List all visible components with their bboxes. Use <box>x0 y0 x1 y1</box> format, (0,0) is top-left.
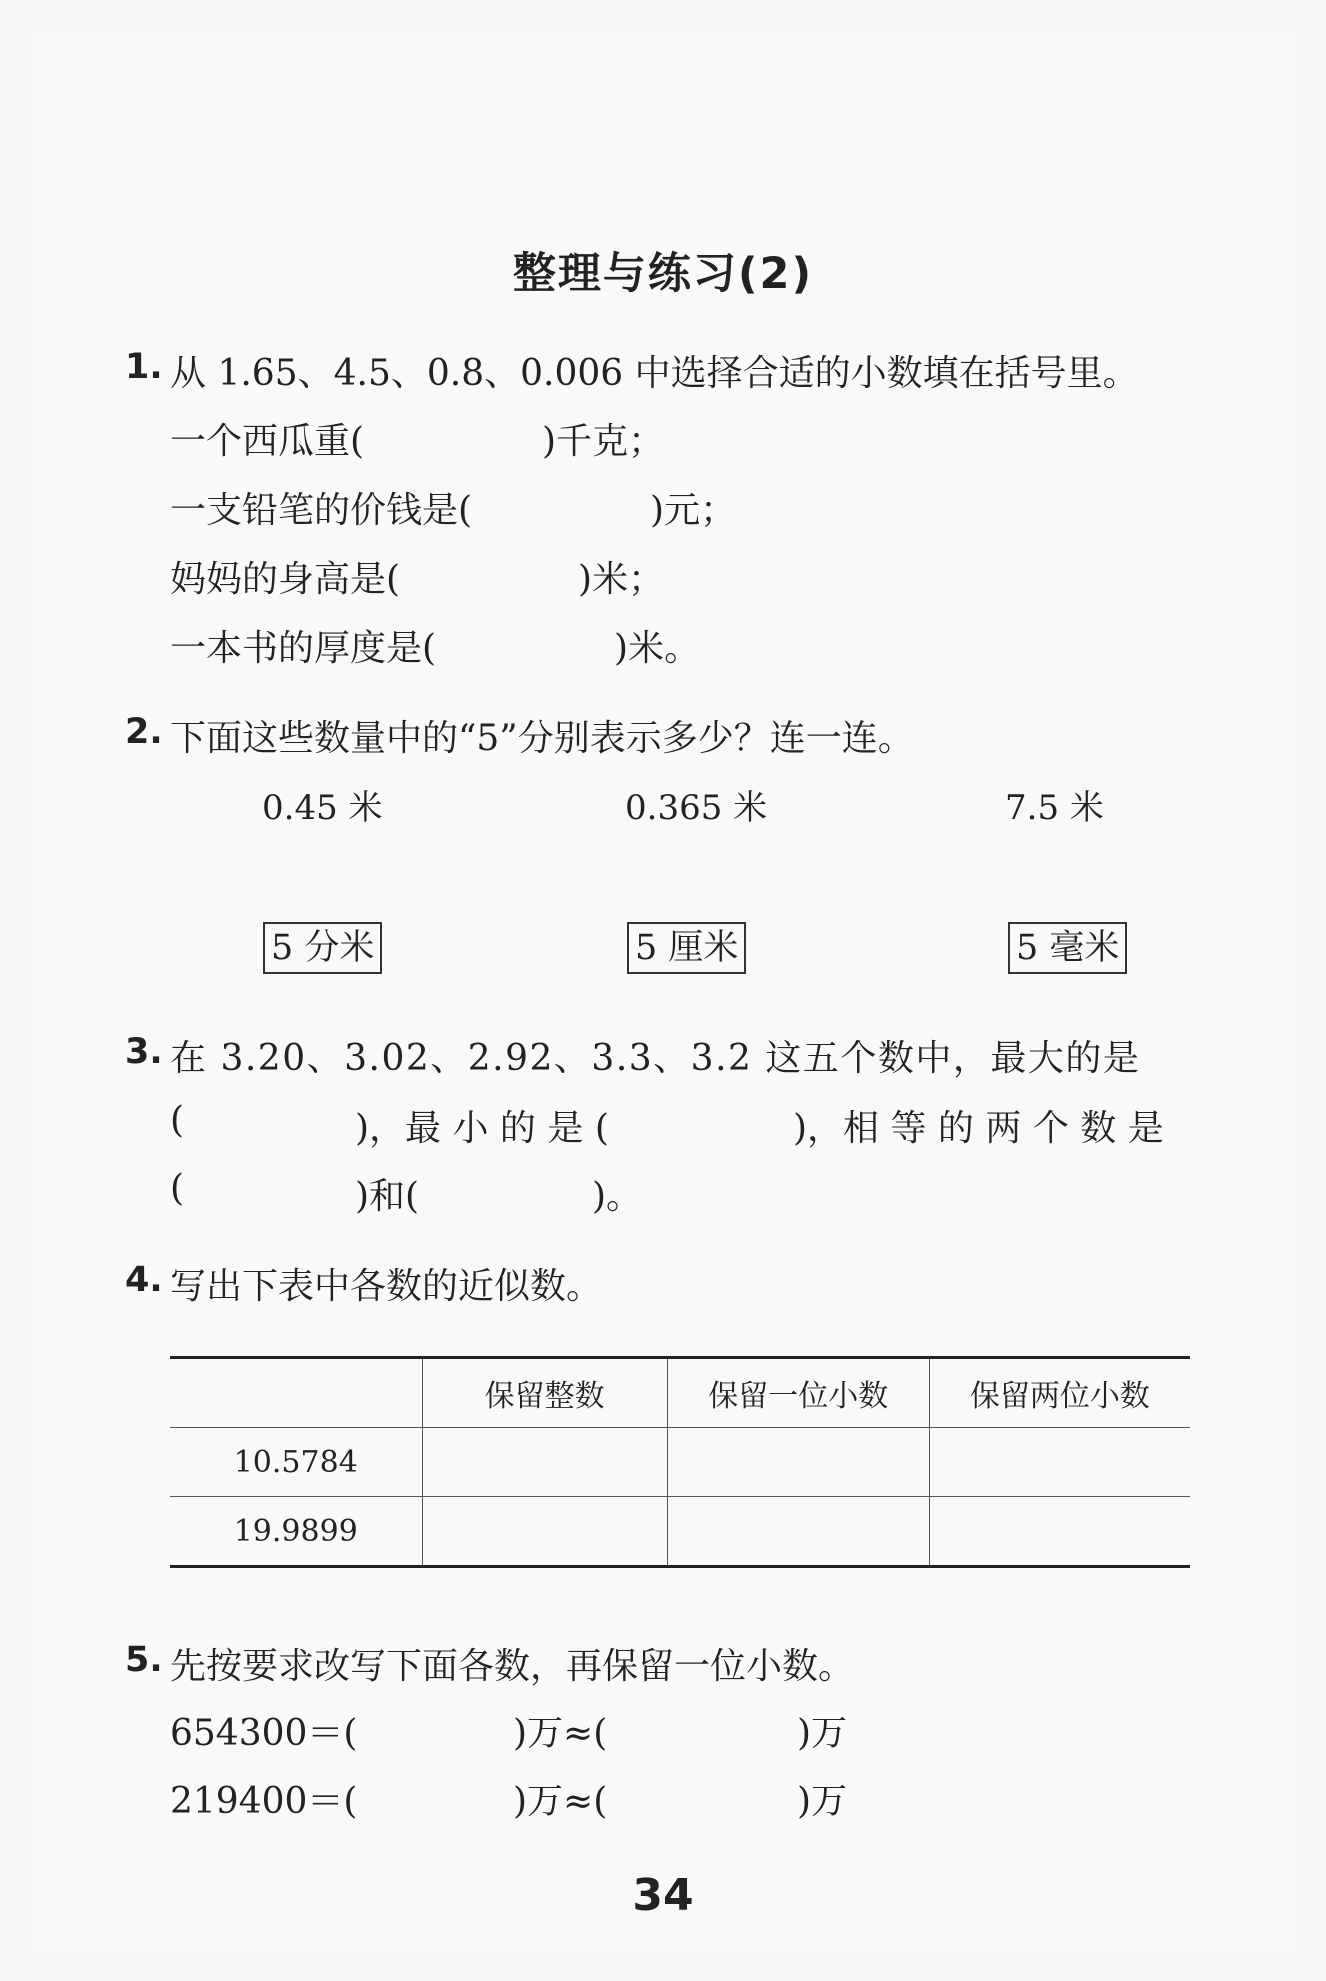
q1-prompt: 从 1.65、4.5、0.8、0.006 中选择合适的小数填在括号里。 <box>170 353 1139 394</box>
q4-prompt: 写出下表中各数的近似数。 <box>170 1266 603 1307</box>
table-header-row <box>170 1358 1190 1428</box>
q1-line-3 <box>170 551 664 602</box>
q5-line-1-number: 654300＝( <box>170 1713 358 1754</box>
table-header-two-decimals: 保留两位小数 <box>929 1358 1190 1428</box>
q1-number: 1. <box>125 347 163 387</box>
q3-line-2-end: )，相 等 的 两 个 数 是 <box>793 1108 1164 1149</box>
page-number: 34 <box>632 1870 694 1921</box>
q5-answer-wan-2[interactable] <box>350 1773 510 1817</box>
q2-quantity-1[interactable]: 0.45 米 <box>262 788 383 828</box>
q5-prompt: 先按要求改写下面各数，再保留一位小数。 <box>170 1646 855 1687</box>
q2-prompt: 下面这些数量中的“5”分别表示多少？连一连。 <box>170 718 914 759</box>
q2-unit-box-1[interactable]: 5 分米 <box>263 922 382 974</box>
table-answer-cell[interactable] <box>667 1428 929 1497</box>
q3-paren-open-2: ( <box>170 1168 185 1209</box>
q1-line-3-before: 妈妈的身高是( <box>170 559 401 600</box>
q1-line-2-after: )元； <box>650 490 737 531</box>
q1-line-1-after: )千克； <box>542 421 665 462</box>
q3-answer-smallest[interactable] <box>630 1100 780 1144</box>
q1-line-2 <box>170 482 736 533</box>
q1-line-1-before: 一个西瓜重( <box>170 421 365 462</box>
table-row-label: 10.5784 <box>170 1428 422 1497</box>
table-row-label: 19.9899 <box>170 1497 422 1567</box>
q2-quantity-3[interactable]: 7.5 米 <box>1005 788 1104 828</box>
q3-number: 3. <box>125 1032 163 1072</box>
table-answer-cell[interactable] <box>929 1497 1190 1567</box>
approximation-table <box>170 1356 1190 1568</box>
table-answer-cell[interactable] <box>422 1428 667 1497</box>
q1-line-2-before: 一支铅笔的价钱是( <box>170 490 473 531</box>
q1-line-1 <box>170 413 664 464</box>
q5-answer-approx-2[interactable] <box>635 1773 785 1817</box>
q5-number: 5. <box>125 1640 163 1680</box>
table-answer-cell[interactable] <box>667 1497 929 1567</box>
table-row <box>170 1497 1190 1567</box>
q2-unit-box-2[interactable]: 5 厘米 <box>627 922 746 974</box>
q4-number: 4. <box>125 1260 163 1300</box>
q5-line-2-mid: )万≈( <box>513 1781 608 1822</box>
q3-line-1: 在 3.20、3.02、2.92、3.3、3.2 这五个数中，最大的是 <box>170 1038 1141 1079</box>
q1-line-4-before: 一本书的厚度是( <box>170 628 437 669</box>
table-row <box>170 1428 1190 1497</box>
q3-line-3-end: )。 <box>592 1176 643 1217</box>
q3-line-2-mid: )，最 小 的 是 ( <box>355 1108 609 1149</box>
q5-answer-wan-1[interactable] <box>350 1705 510 1749</box>
page-title: 整理与练习(2) <box>512 249 814 299</box>
table-answer-cell[interactable] <box>929 1428 1190 1497</box>
q3-line-3-mid: )和( <box>355 1176 420 1217</box>
table-answer-cell[interactable] <box>422 1497 667 1567</box>
q1-line-3-after: )米； <box>578 559 665 600</box>
q5-line-1-mid: )万≈( <box>513 1713 608 1754</box>
q1-line-4-after: )米。 <box>614 628 701 669</box>
table-header-one-decimal: 保留一位小数 <box>667 1358 929 1428</box>
q1-line-4 <box>170 620 700 671</box>
q2-unit-box-3[interactable]: 5 毫米 <box>1008 922 1127 974</box>
q2-quantity-2[interactable]: 0.365 米 <box>625 788 768 828</box>
q5-line-2-end: )万 <box>797 1781 848 1822</box>
q3-answer-equal-1[interactable] <box>200 1168 350 1212</box>
q5-answer-approx-1[interactable] <box>635 1705 785 1749</box>
q3-answer-largest[interactable] <box>200 1100 350 1144</box>
q2-number: 2. <box>125 712 163 752</box>
q5-line-1-end: )万 <box>797 1713 848 1754</box>
q3-paren-open-1: ( <box>170 1100 185 1141</box>
q5-line-2-number: 219400＝( <box>170 1781 358 1822</box>
table-header-integer: 保留整数 <box>422 1358 667 1428</box>
table-header-corner <box>170 1358 422 1428</box>
q3-answer-equal-2[interactable] <box>440 1168 590 1212</box>
